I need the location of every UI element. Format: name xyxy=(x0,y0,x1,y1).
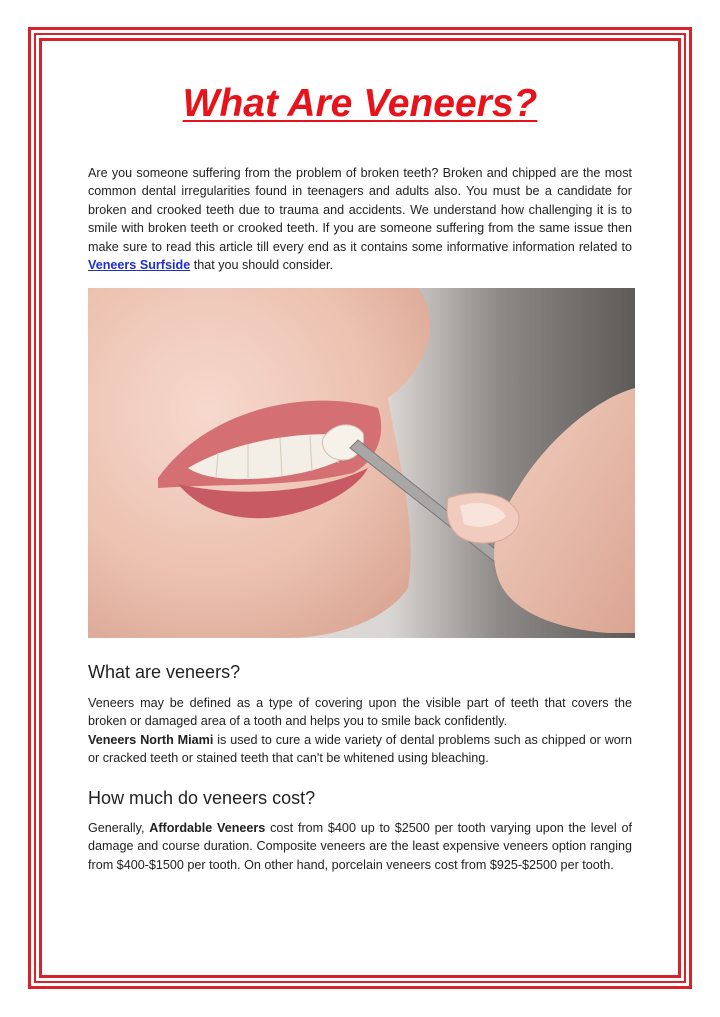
page-title: What Are Veneers? xyxy=(182,82,538,125)
section-heading-cost: How much do veneers cost? xyxy=(88,788,316,808)
section-heading-what: What are veneers? xyxy=(88,662,241,682)
cost-details: cost from $400 up to $2500 per tooth varying upon the level of damage and course duration. Composite veneers are the least expensive veneers option ranging from $400-$1500 per tooth. On other hand, porcelain veneers cost from $925-$2500 per tooth. xyxy=(88,821,632,872)
veneers-surfside-link[interactable]: Veneers Surfside xyxy=(88,258,191,273)
what-definition: Veneers may be defined as a type of covering upon the visible part of teeth that covers the broken or damaged area of a tooth and helps you to smile back confidently. xyxy=(88,696,632,729)
what-usage: is used to cure a wide variety of dental problems such as chipped or worn or cracked teeth or stained teeth that can't be whitened using bleaching. xyxy=(88,732,632,766)
veneer-shade-guide-photo xyxy=(88,288,635,638)
cost-paragraph xyxy=(88,819,632,874)
intro-paragraph xyxy=(88,164,632,274)
intro-text: Are you someone suffering from the problem of broken teeth? Broken and chipped are the most common dental irregularities found in teenagers and adults also. You must be a candidate for broken and crooked teeth due to trauma and accidents. We understand how challenging it is to smile with broken teeth or crooked teeth. If you are someone suffering from the same issue then make sure to read this article till every end as it contains some informative information related to xyxy=(88,166,632,254)
cost-lead: Generally, xyxy=(88,821,150,835)
intro-text-end: that you should consider. xyxy=(190,258,334,273)
smile-illustration xyxy=(88,288,635,638)
affordable-veneers-term: Affordable Veneers xyxy=(149,821,266,835)
veneers-north-miami-term: Veneers North Miami xyxy=(88,732,214,747)
what-paragraph xyxy=(88,694,632,768)
